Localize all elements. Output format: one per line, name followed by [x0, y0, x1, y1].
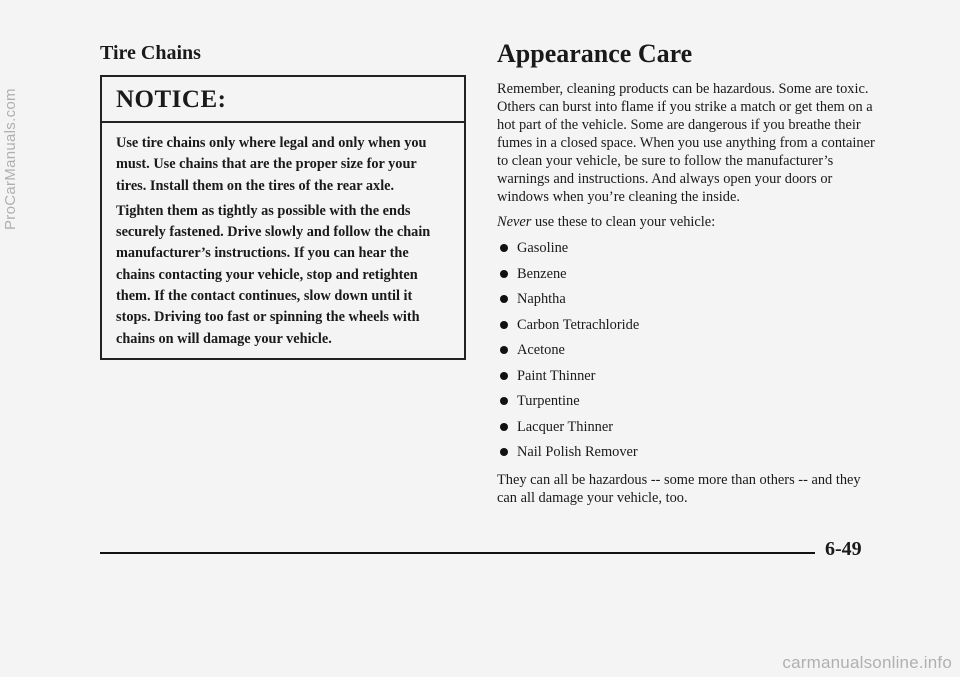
- never-use-line: [497, 213, 877, 231]
- notice-body: [102, 123, 464, 350]
- list-item-label: Carbon Tetrachloride: [517, 316, 640, 333]
- list-item: [497, 440, 877, 466]
- notice-title: NOTICE:: [116, 86, 227, 113]
- bullet-icon: [500, 270, 508, 278]
- list-item-label: Nail Polish Remover: [517, 444, 638, 460]
- list-item-label: Naphtha: [517, 291, 566, 307]
- bullet-icon: [500, 321, 508, 329]
- notice-header: [102, 77, 464, 123]
- notice-paragraph: Use tire chains only where legal and only when you must. Use chains that are the proper size for your tires. Install them on the tires of the rear axle.: [116, 135, 427, 194]
- list-item: [497, 415, 877, 441]
- notice-paragraph: Tighten them as tightly as possible with the ends securely fastened. Drive slowly and follow the chain manufacturer’s instructions. If you can hear the chains contacting your vehicle, stop and retighten them. If the contact continues, slow down until it stops. Driving too fast or spinning the wheels with chains on will damage your vehicle.: [116, 202, 431, 347]
- bullet-icon: [500, 244, 508, 252]
- bullet-icon: [500, 423, 508, 431]
- list-item-label: Benzene: [517, 265, 567, 282]
- list-item-label: Turpentine: [517, 393, 580, 409]
- notice-box: [100, 75, 466, 360]
- list-item-label: Gasoline: [517, 240, 569, 256]
- list-item: [497, 313, 877, 339]
- appearance-care-intro: Remember, cleaning products can be hazardous. Some are toxic. Others can burst into flame if you strike a match or get them on a hot part of the vehicle. Some are dangerous if you breathe their fumes in a closed space. When you use anything from a container to clean your vehicle, be sure to follow the manufacturer’s warnings and instructions. And always open your doors or windows when you’re cleaning the inside.: [497, 81, 875, 205]
- list-item: [497, 236, 877, 262]
- list-item: [497, 262, 877, 288]
- bullet-icon: [500, 346, 508, 354]
- tire-chains-section: [100, 40, 470, 66]
- page-number: 6-49: [825, 538, 862, 560]
- never-emphasis: Never: [497, 214, 532, 230]
- appearance-care-section: [497, 40, 877, 521]
- bullet-icon: [500, 397, 508, 405]
- closing-text: They can all be hazardous -- some more than others -- and they can all damage your vehicle, too.: [497, 471, 861, 506]
- footer-rule: [100, 552, 815, 554]
- list-item: [497, 389, 877, 415]
- bullet-icon: [500, 295, 508, 303]
- list-item-label: Paint Thinner: [517, 367, 596, 384]
- bullet-icon: [500, 372, 508, 380]
- hazardous-products-list: [497, 236, 877, 466]
- list-item-label: Acetone: [517, 342, 565, 358]
- appearance-care-heading: Appearance Care: [497, 39, 693, 68]
- list-item: [497, 338, 877, 364]
- bullet-icon: [500, 448, 508, 456]
- bottom-watermark: carmanualsonline.info: [782, 653, 952, 672]
- list-item-label: Lacquer Thinner: [517, 418, 614, 435]
- side-watermark: ProCarManuals.com: [2, 88, 19, 230]
- list-item: [497, 287, 877, 313]
- never-use-text: use these to clean your vehicle:: [531, 214, 716, 230]
- tire-chains-heading: Tire Chains: [100, 42, 201, 64]
- list-item: [497, 364, 877, 390]
